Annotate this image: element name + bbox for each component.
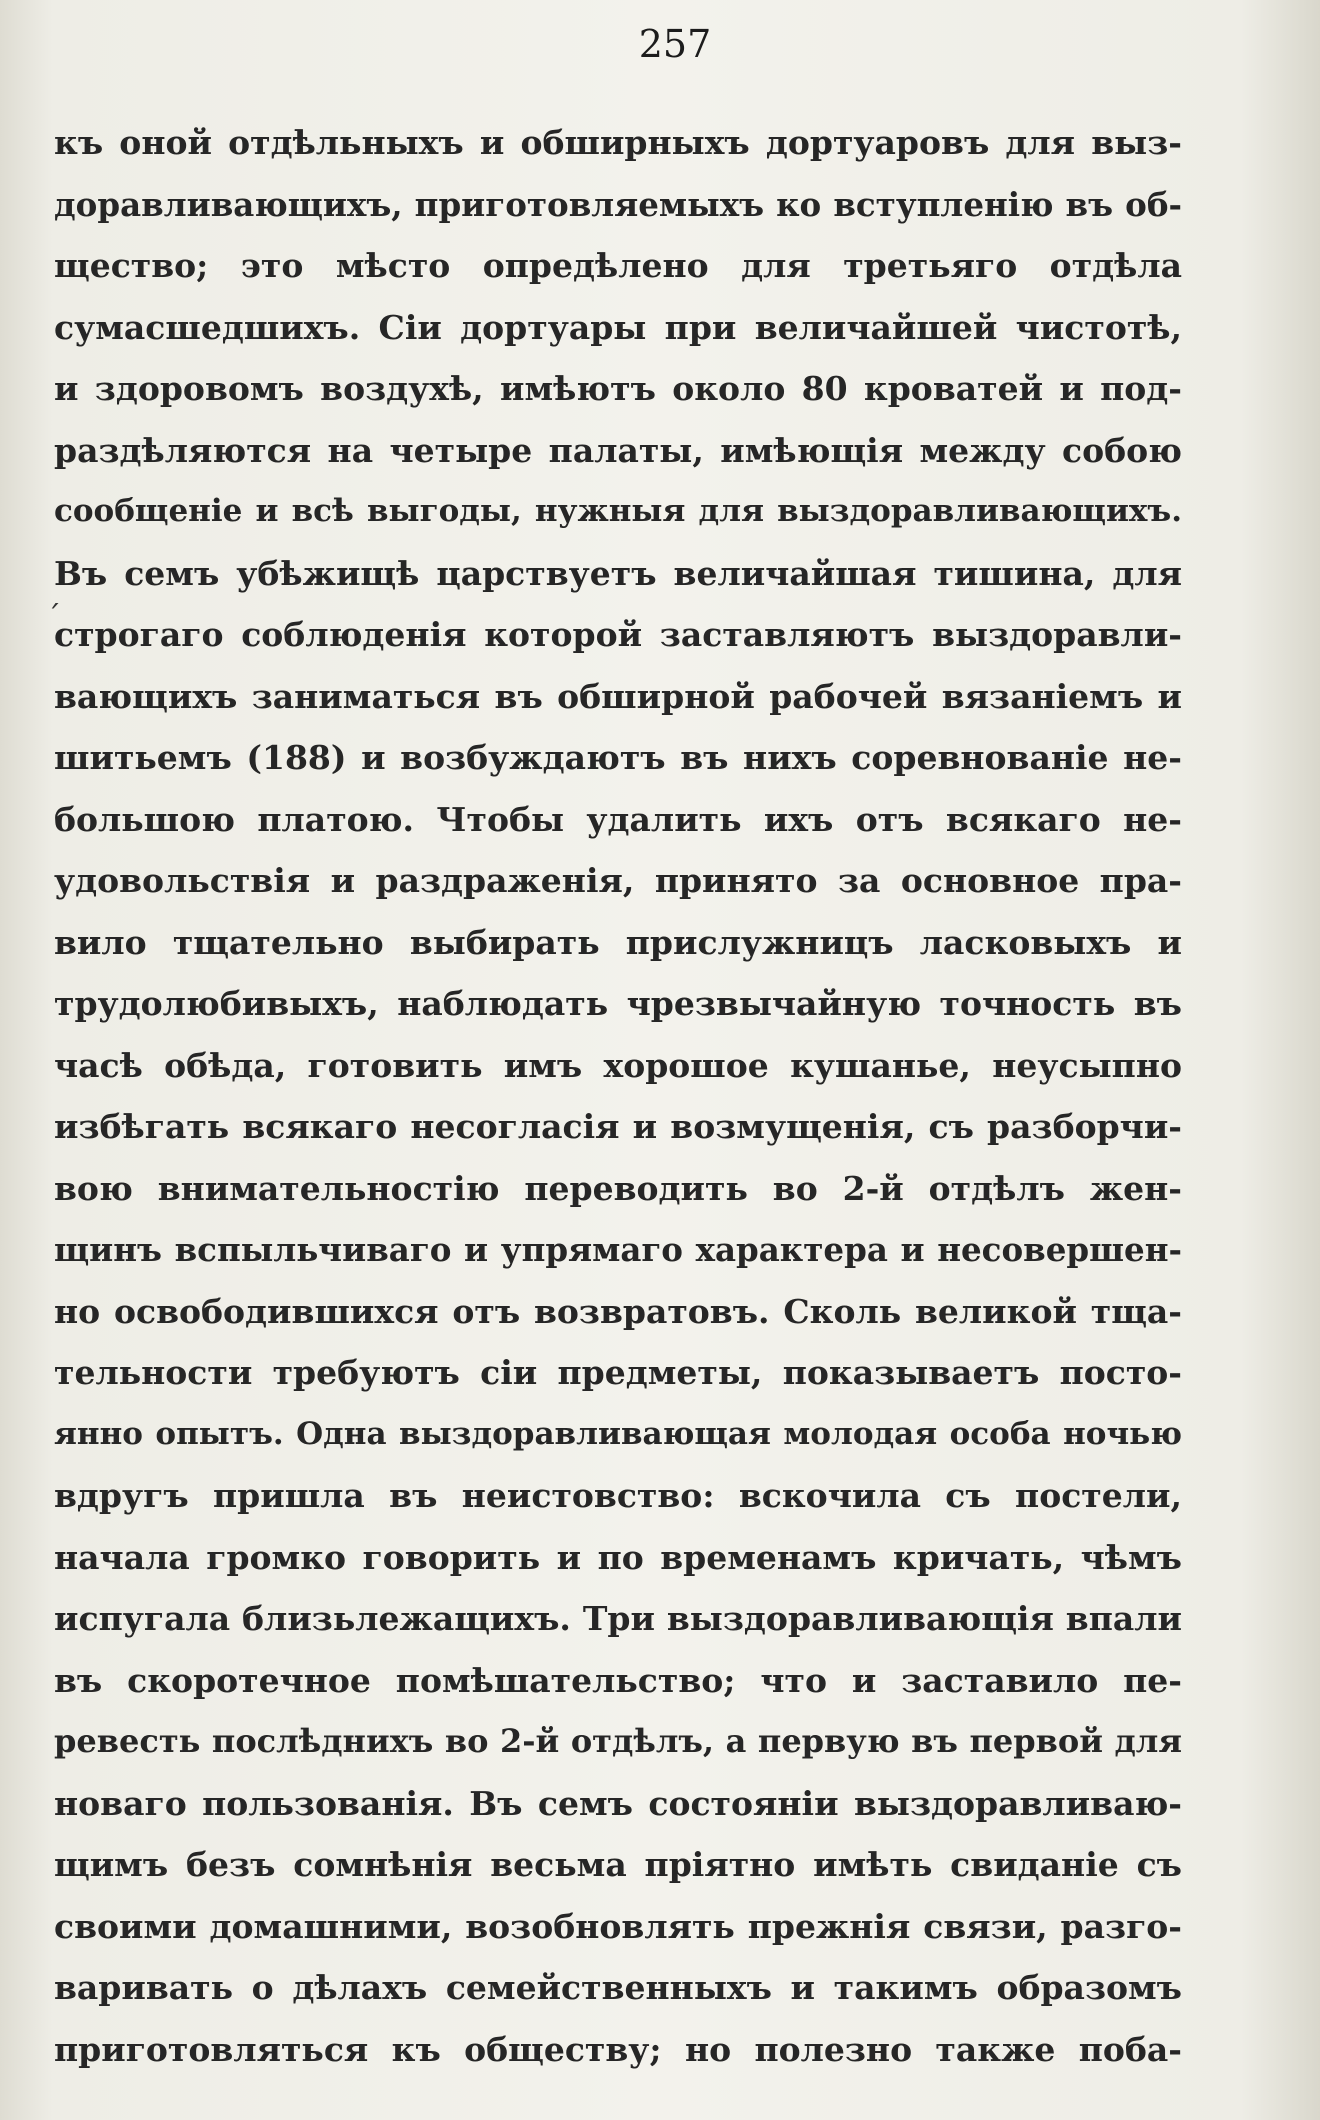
text-line: и здоровомъ воздухѣ, имѣютъ около 80 кроватей и под-	[54, 369, 1182, 408]
text-line: щинъ вспыльчиваго и упрямаго характера и несовершен-	[54, 1230, 1182, 1269]
text-line: своими домашними, возобновлять прежнія связи, разго-	[54, 1906, 1182, 1946]
text-line: тельности требуютъ сіи предметы, показываетъ посто-	[54, 1353, 1182, 1392]
text-line: шитьемъ (188) и возбуждаютъ въ нихъ соревнованіе не-	[54, 738, 1182, 777]
text-line: сумасшедшихъ. Сіи дортуары при величайшей чистотѣ,	[54, 307, 1182, 347]
text-line: доравливающихъ, приготовляемыхъ ко вступленію въ об-	[54, 184, 1182, 224]
text-line: сообщеніе и всѣ выгоды, нужныя для выздоравливающихъ.	[54, 493, 1182, 529]
text-line: вою внимательностію переводить во 2-й отдѣлъ жен-	[54, 1168, 1182, 1208]
text-line: начала громко говорить и по временамъ кричать, чѣмъ	[54, 1537, 1182, 1577]
text-line: щимъ безъ сомнѣнія весьма пріятно имѣть свиданіе съ	[54, 1845, 1182, 1884]
text-line: щество; это мѣсто опредѣлено для третьяго отдѣла	[54, 246, 1182, 285]
body-text	[54, 112, 1182, 2080]
text-line: трудолюбивыхъ, наблюдать чрезвычайную точность въ	[54, 984, 1182, 1023]
text-line: вдругъ пришла въ неистовство: вскочила съ постели,	[54, 1476, 1182, 1515]
text-line: приготовляться къ обществу; но полезно также поба-	[54, 2029, 1182, 2069]
text-line: новаго пользованія. Въ семъ состояніи выздоравливаю-	[54, 1783, 1182, 1823]
text-line: испугала близьлежащихъ. Три выздоравливающія впали	[54, 1599, 1182, 1638]
text-line: варивать о дѣлахъ семейственныхъ и такимъ образомъ	[54, 1968, 1182, 2007]
text-line: раздѣляются на четыре палаты, имѣющія между собою	[54, 430, 1182, 470]
text-line: въ скоротечное помѣшательство; что и заставило пе-	[54, 1660, 1182, 1700]
page-number: 257	[638, 22, 712, 66]
text-line: но освободившихся отъ возвратовъ. Сколь великой тща-	[54, 1291, 1182, 1331]
text-line: часѣ обѣда, готовить имъ хорошое кушанье, неусыпно	[54, 1045, 1182, 1085]
text-line: удовольствія и раздраженія, принято за основное пра-	[54, 861, 1182, 900]
text-line: Въ семъ убѣжищѣ царствуетъ величайшая тишина, для	[54, 553, 1182, 593]
text-line: большою платою. Чтобы удалить ихъ отъ всякаго не-	[54, 799, 1182, 839]
margin-mark: ˊ	[46, 600, 61, 635]
text-line: къ оной отдѣльныхъ и обширныхъ дортуаровъ для выз-	[54, 123, 1182, 162]
text-line: избѣгать всякаго несогласія и возмущенія, съ разборчи-	[54, 1107, 1182, 1146]
text-line: строгаго соблюденія которой заставляютъ выздоравли-	[54, 615, 1182, 654]
text-line: ревесть послѣднихъ во 2-й отдѣлъ, а первую въ первой для	[54, 1722, 1182, 1760]
text-line: вающихъ заниматься въ обширной рабочей вязаніемъ и	[54, 676, 1182, 716]
text-line: янно опытъ. Одна выздоравливающая молодая особа ночью	[54, 1415, 1182, 1452]
text-line: вило тщательно выбирать прислужницъ ласковыхъ и	[54, 922, 1182, 962]
